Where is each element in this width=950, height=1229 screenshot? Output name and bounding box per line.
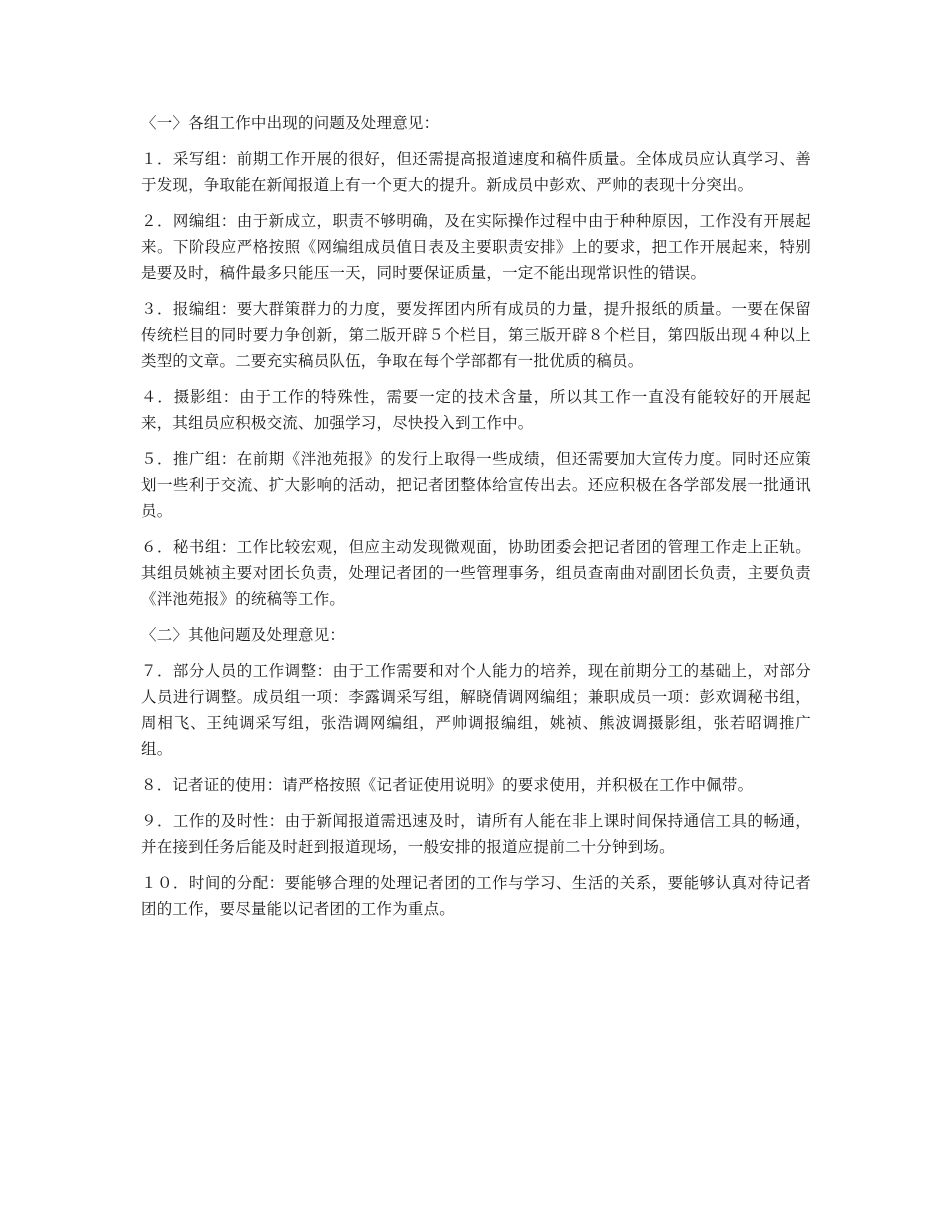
paragraph-item-6: ６．秘书组：工作比较宏观，但应主动发现微观面，协助团委会把记者团的管理工作走上正轨。其组员姚祯主要对团长负责，处理记者团的一些管理事务，组员查南曲对副团长负责，主要负责《泮池苑报》的统稿等工作。	[141, 538, 811, 608]
paragraph-item-1: １．采写组：前期工作开展的很好，但还需提高报道速度和稿件质量。全体成员应认真学习、善于发现，争取能在新闻报道上有一个更大的提升。新成员中彭欢、严帅的表现十分突出。	[141, 150, 811, 194]
paragraph-item-9: ９．工作的及时性：由于新闻报道需迅速及时，请所有人能在非上课时间保持通信工具的畅通，并在接到任务后能及时赶到报道现场，一般安排的报道应提前二十分钟到场。	[141, 812, 811, 856]
paragraph-item-5: ５．推广组：在前期《泮池苑报》的发行上取得一些成绩，但还需要加大宣传力度。同时还应策划一些利于交流、扩大影响的活动，把记者团整体给宣传出去。还应积极在各学部发展一批通讯员。	[141, 450, 811, 520]
paragraph-item-3: ３．报编组：要大群策群力的力度，要发挥团内所有成员的力量，提升报纸的质量。一要在保留传统栏目的同时要力争创新，第二版开辟５个栏目，第三版开辟８个栏目，第四版出现４种以上类型的文章。二要充实稿员队伍，争取在每个学部都有一批优质的稿员。	[141, 300, 811, 370]
section-heading-2: 〈二〉其他问题及处理意见：	[141, 626, 346, 644]
paragraph-item-4: ４．摄影组：由于工作的特殊性，需要一定的技术含量，所以其工作一直没有能较好的开展起来，其组员应积极交流、加强学习，尽快投入到工作中。	[141, 388, 811, 432]
paragraph-item-2: ２．网编组：由于新成立，职责不够明确，及在实际操作过程中由于种种原因，工作没有开展起来。下阶段应严格按照《网编组成员值日表及主要职责安排》上的要求，把工作开展起来，特别是要及时，稿件最多只能压一天，同时要保证质量，一定不能出现常识性的错误。	[141, 212, 811, 282]
paragraph-item-7: ７．部分人员的工作调整：由于工作需要和对个人能力的培养，现在前期分工的基础上，对部分人员进行调整。成员组一项：李露调采写组，解晓倩调网编组；兼职成员一项：彭欢调秘书组，周相飞、王纯调采写组，张浩调网编组，严帅调报编组，姚祯、熊波调摄影组，张若昭调推广组。	[141, 662, 811, 758]
document-body	[141, 110, 811, 932]
paragraph-item-8: ８．记者证的使用：请严格按照《记者证使用说明》的要求使用，并积极在工作中佩带。	[141, 776, 754, 794]
section-heading-1: 〈一〉各组工作中出现的问题及处理意见：	[141, 114, 440, 132]
paragraph-item-10: １０．时间的分配：要能够合理的处理记者团的工作与学习、生活的关系，要能够认真对待记者团的工作，要尽量能以记者团的工作为重点。	[141, 874, 811, 918]
